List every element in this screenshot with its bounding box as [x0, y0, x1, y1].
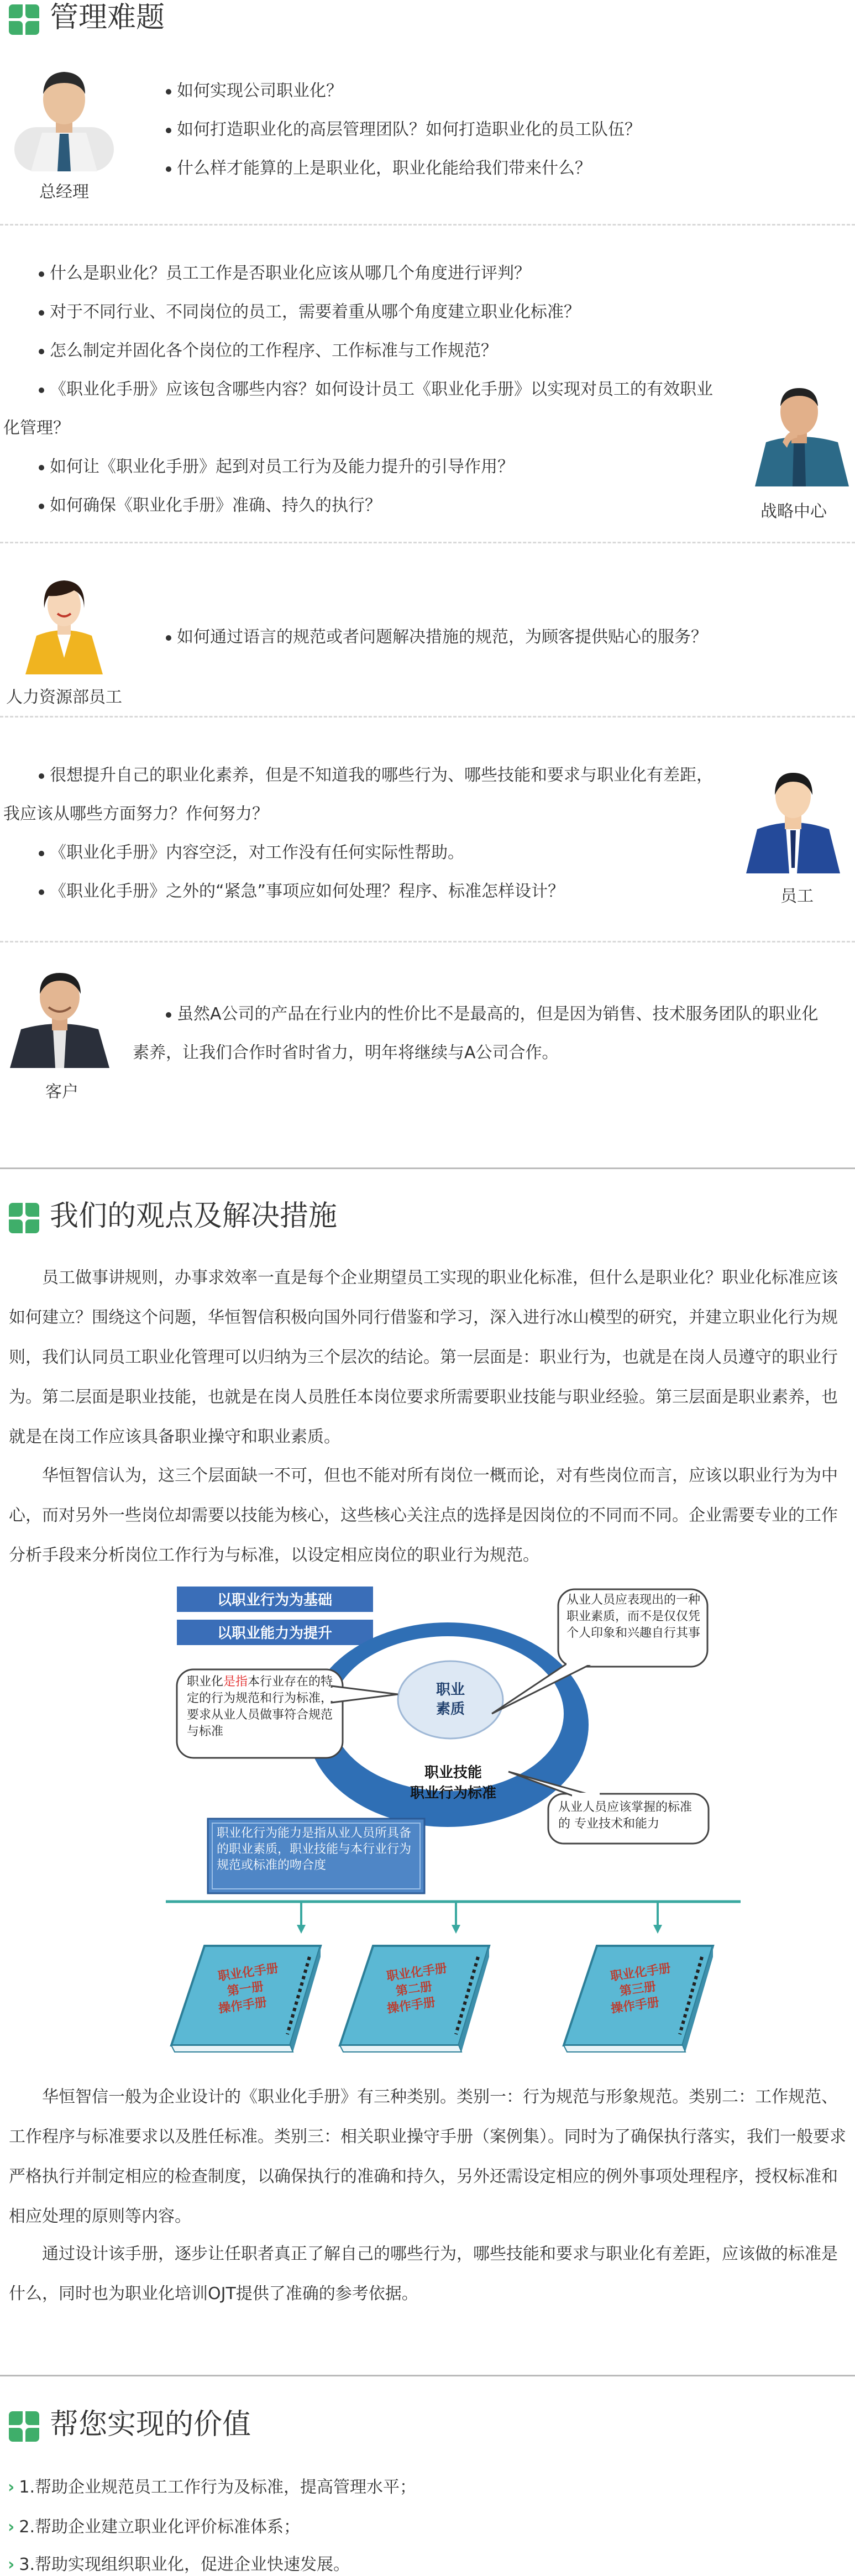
list-item-continued: 我应该从哪些方面努力？作何努力？ [3, 804, 269, 824]
divider [0, 941, 855, 943]
hr-staff-avatar [9, 569, 119, 674]
list-item: 如何确保《职业化手册》准确、持久的执行？ [0, 486, 741, 525]
list-item-continued: 素养，让我们合作时省时省力，明年将继续与A公司合作。 [133, 1043, 559, 1062]
book-2-line-2: 第二册 [395, 1980, 433, 1999]
core-circle [398, 1661, 503, 1739]
tag-ability-improve-text: 以职业能力为提升 [217, 1625, 333, 1642]
section-header-value [0, 2407, 855, 2451]
role-label-strategy: 战略中心 [760, 502, 827, 521]
list-item: 《职业化手册》内容空泛，对工作没有任何实际性帮助。 [0, 834, 741, 872]
views-paragraph-2: 华恒智信认为，这三个层面缺一不可，但也不能对所有岗位一概而论，对有些岗位而言，应该以职业行为为中心，而对另外一些岗位却需要以技能为核心，这些核心关注点的选择是因岗位的不同而不同。企业需要专业的工作分析手段来分析岗位工作行为与标准，以设定相应岗位的职业行为规范。 [9, 1466, 838, 1565]
strategy-center-avatar [744, 376, 854, 486]
section-divider [0, 2375, 855, 2376]
employee-avatar [735, 763, 851, 873]
list-item: 很想提升自己的职业化素养，但是不知道我的哪些行为、哪些技能和要求与职业化有差距， [0, 756, 741, 795]
chevron-right-icon: › [8, 2517, 15, 2537]
divider [0, 224, 855, 226]
role-label-hr: 人力资源部员工 [6, 688, 122, 707]
book-2-line-1: 职业化手册 [385, 1961, 448, 1984]
section-title: 管理难题 [50, 1, 165, 34]
section-header-views [0, 1198, 855, 1243]
chevron-right-icon: › [8, 2478, 15, 2497]
strategy-problem-list [0, 254, 741, 525]
list-item-continued: 化管理？ [3, 418, 70, 438]
general-manager-avatar [9, 61, 119, 171]
section-header-problems [0, 0, 855, 44]
section-leaf-icon [9, 2411, 40, 2442]
ring-label-standard: 职业行为标准 [410, 1785, 497, 1802]
handbook-volume-3 [564, 1946, 713, 2052]
chevron-right-icon: › [8, 2555, 15, 2574]
book-3-line-3: 操作手册 [610, 1996, 660, 2017]
book-1-line-1: 职业化手册 [217, 1961, 280, 1984]
book-1-line-2: 第一册 [226, 1980, 265, 1999]
views-paragraph-3: 华恒智信一般为企业设计的《职业化手册》有三种类别。类别一：行为规范与形象规范。类别二：工作规范、工作程序与标准要求以及胜任标准。类别三：相关职业操守手册（案例集）。同时为了确保执行落实，我们一般要求严格执行并制定相应的检查制度，以确保执行的准确和持久，另外还需设定相应的例外事项处理程序，授权标准和相应处理的原则等内容。 [9, 2087, 846, 2226]
divider [0, 716, 855, 718]
list-item: 怎么制定并固化各个岗位的工作程序、工作标准与工作规范？ [0, 332, 741, 370]
list-item: 《职业化手册》之外的“紧急”事项应如何处理？程序、标准怎样设计？ [0, 872, 741, 911]
views-paragraph-1: 员工做事讲规则，办事求效率一直是每个企业期望员工实现的职业化标准，但什么是职业化？职业化标准应该如何建立？围绕这个问题，华恒智信积极向国外同行借鉴和学习，深入进行冰山模型的研究，并建立职业化行为规则，我们认同员工职业化管理可以归纳为三个层次的结论。第一层面是：职业行为，也就是在岗人员遵守的职业行为。第二层面是职业技能，也就是在岗人员胜任本岗位要求所需要职业技能与职业经验。第三层面是职业素养，也就是在岗工作应该具备职业操守和职业素质。 [9, 1268, 838, 1447]
list-item: 如何实现公司职业化？ [166, 72, 641, 111]
ring-label-skill: 职业技能 [424, 1765, 482, 1781]
hr-problem-list [166, 618, 707, 657]
list-item: 《职业化手册》应该包含哪些内容？如何设计员工《职业化手册》以实现对员工的有效职业 [0, 370, 741, 409]
gm-problem-list [166, 72, 641, 188]
list-item: 对于不同行业、不同岗位的员工，需要着重从哪个角度建立职业化标准？ [0, 293, 741, 332]
definition-box-text: 职业化行为能力是指从业人员所具备的职业素质，职业技能与本行业行为规范或标准的吻合度 [217, 1826, 412, 1872]
list-item: 虽然A公司的产品在行业内的性价比不是最高的，但是因为销售、技术服务团队的职业化 [0, 995, 855, 1034]
client-feedback-list [0, 995, 855, 1072]
book-3-line-1: 职业化手册 [609, 1961, 672, 1984]
callout-top-right-text: 从业人员应表现出的一种职业素质，而不是仅仅凭个人印象和兴趣自行其事 [566, 1593, 701, 1640]
value-item-1: › 1.帮助企业规范员工工作行为及标准，提高管理水平； [8, 2478, 416, 2497]
employee-problem-list [0, 756, 741, 911]
section-title: 帮您实现的价值 [50, 2408, 251, 2441]
role-label-employee: 员工 [780, 887, 814, 906]
divider [0, 542, 855, 543]
tag-behavior-basis-text: 以职业行为为基础 [217, 1592, 333, 1609]
book-3-line-2: 第三册 [618, 1980, 657, 1999]
list-item: 什么是职业化？员工工作是否职业化应该从哪几个角度进行评判？ [0, 254, 741, 293]
section-leaf-icon [9, 4, 40, 35]
list-item: 什么样才能算的上是职业化，职业化能给我们带来什么？ [166, 149, 641, 188]
value-item-2: › 2.帮助企业建立职业化评价标准体系； [8, 2517, 300, 2537]
section-title: 我们的观点及解决措施 [50, 1200, 338, 1233]
handbook-volume-2 [340, 1946, 489, 2052]
handbook-volume-1 [171, 1946, 321, 2052]
list-item: 如何通过语言的规范或者问题解决措施的规范，为顾客提供贴心的服务？ [166, 618, 707, 657]
core-text-1: 职业 [436, 1682, 465, 1698]
list-item: 如何让《职业化手册》起到对员工行为及能力提升的引导作用？ [0, 448, 741, 486]
professionalism-diagram [155, 1575, 763, 2067]
role-label-gm: 总经理 [39, 182, 89, 202]
core-text-2: 素质 [436, 1701, 465, 1718]
callout-bottom-right-text: 从业人员应该掌握的标准的 专业技术和能力 [558, 1800, 693, 1831]
section-leaf-icon [9, 1203, 40, 1234]
list-item: 如何打造职业化的高层管理团队？如何打造职业化的员工队伍？ [166, 111, 641, 149]
section-divider [0, 1167, 855, 1169]
role-label-client: 客户 [45, 1082, 78, 1102]
value-item-3: › 3.帮助实现组织职业化，促进企业快速发展。 [8, 2555, 350, 2574]
book-1-line-3: 操作手册 [217, 1996, 268, 2017]
callout-left-text: 职业化是指本行业存在的特定的行为规范和行为标准，要求从业人员做事符合规范与标准 [187, 1675, 333, 1739]
book-2-line-3: 操作手册 [386, 1996, 437, 2017]
views-paragraph-4: 通过设计该手册，逐步让任职者真正了解自己的哪些行为，哪些技能和要求与职业化有差距，应该做的标准是什么，同时也为职业化培训OJT提供了准确的参考依据。 [9, 2244, 838, 2303]
